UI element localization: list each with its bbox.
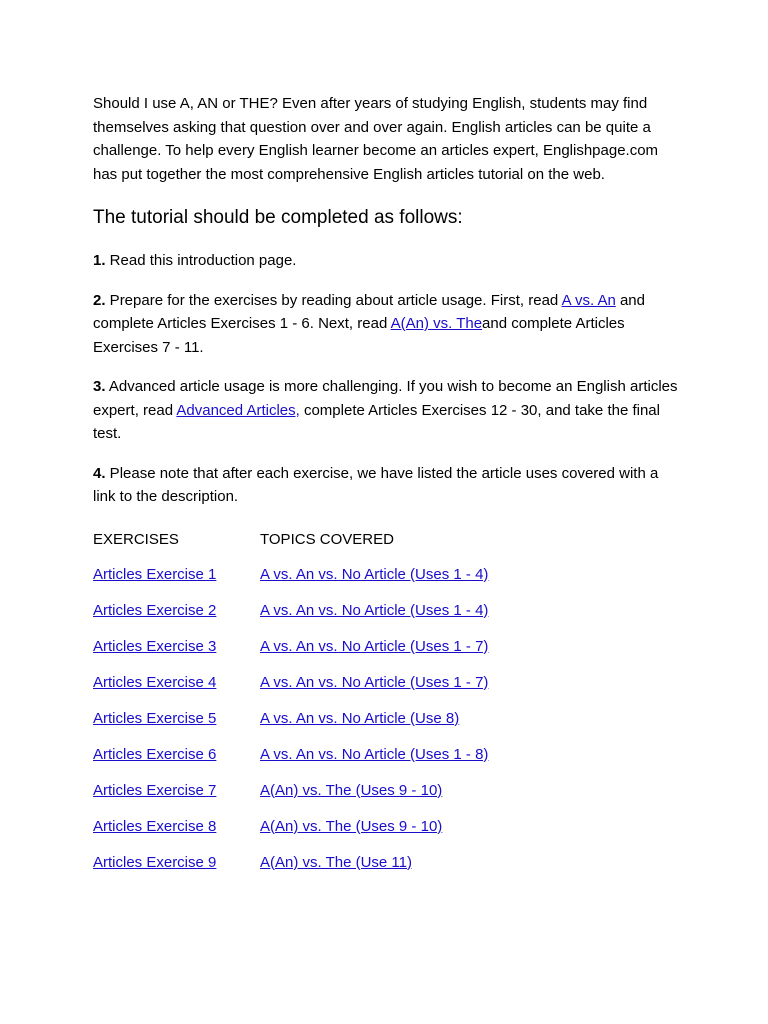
- step-2-text-a: Prepare for the exercises by reading about article usage. First, read: [105, 291, 562, 309]
- exercise-link[interactable]: Articles Exercise 5: [93, 709, 217, 727]
- exercise-link[interactable]: Articles Exercise 3: [93, 637, 217, 655]
- exercise-link[interactable]: Articles Exercise 7: [93, 781, 217, 799]
- table-row: [93, 674, 683, 710]
- step-3-number: 3.: [93, 378, 106, 395]
- document-page: [93, 92, 683, 890]
- topic-link[interactable]: A vs. An vs. No Article (Uses 1 - 4): [260, 601, 489, 619]
- table-header-row: [93, 531, 683, 566]
- step-4-number: 4.: [93, 464, 106, 482]
- exercise-table: [93, 531, 683, 890]
- step-1-text: Read this introduction page.: [105, 252, 297, 269]
- topic-link[interactable]: A vs. An vs. No Article (Uses 1 - 7): [260, 637, 489, 655]
- step-3: [93, 375, 683, 446]
- table-row: [93, 638, 683, 674]
- step-2-number: 2.: [93, 291, 106, 309]
- topic-link[interactable]: A vs. An vs. No Article (Uses 1 - 7): [260, 673, 489, 691]
- topics-column-header: TOPICS COVERED: [260, 530, 394, 548]
- topic-link[interactable]: A vs. An vs. No Article (Use 8): [260, 709, 460, 727]
- topic-link[interactable]: A vs. An vs. No Article (Uses 1 - 8): [260, 745, 489, 763]
- step-3-text-a: Advanced article usage is more challenging. If you wish to become an English articles expert, read: [93, 378, 678, 419]
- a-vs-an-link[interactable]: A vs. An: [561, 291, 616, 309]
- table-row: [93, 710, 683, 746]
- step-2-text-c: and complete Articles Exercises 7 - 11.: [93, 315, 625, 356]
- intro-paragraph: Should I use A, AN or THE? Even after years of studying English, students may find themselves asking that question over and over again. English articles can be quite a challenge. To help every English learner become an articles expert, Englishpage.com has put together the most comprehensive English articles tutorial on the web.: [93, 95, 659, 183]
- step-3-text-b: complete Articles Exercises 12 - 30, and take the final test.: [93, 401, 660, 442]
- step-2: [93, 289, 683, 360]
- table-row: [93, 854, 683, 890]
- step-1: [93, 249, 683, 273]
- step-4-text: Please note that after each exercise, we have listed the article uses covered with a link to the description.: [93, 464, 659, 505]
- step-1-number: 1.: [93, 252, 106, 269]
- exercises-column-header: EXERCISES: [93, 530, 179, 548]
- step-4: [93, 462, 683, 509]
- table-row: [93, 602, 683, 638]
- step-2-text-b: and complete Articles Exercises 1 - 6. Next, read: [93, 291, 645, 332]
- table-row: [93, 818, 683, 854]
- topic-link[interactable]: A(An) vs. The (Uses 9 - 10): [260, 781, 443, 799]
- topic-link[interactable]: A(An) vs. The (Use 11): [260, 853, 412, 871]
- exercise-link[interactable]: Articles Exercise 8: [93, 817, 217, 835]
- topic-link[interactable]: A vs. An vs. No Article (Uses 1 - 4): [260, 565, 489, 583]
- advanced-articles-link[interactable]: Advanced Articles,: [176, 401, 300, 419]
- table-row: [93, 746, 683, 782]
- exercise-link[interactable]: Articles Exercise 2: [93, 601, 217, 619]
- a-an-vs-the-link[interactable]: A(An) vs. The: [390, 315, 483, 332]
- table-row: [93, 782, 683, 818]
- exercise-link[interactable]: Articles Exercise 1: [93, 565, 217, 583]
- topic-link[interactable]: A(An) vs. The (Uses 9 - 10): [260, 817, 443, 835]
- table-row: [93, 566, 683, 602]
- exercise-link[interactable]: Articles Exercise 9: [93, 853, 217, 871]
- exercise-link[interactable]: Articles Exercise 6: [93, 745, 217, 763]
- tutorial-heading: The tutorial should be completed as follows:: [93, 207, 463, 228]
- exercise-link[interactable]: Articles Exercise 4: [93, 673, 217, 691]
